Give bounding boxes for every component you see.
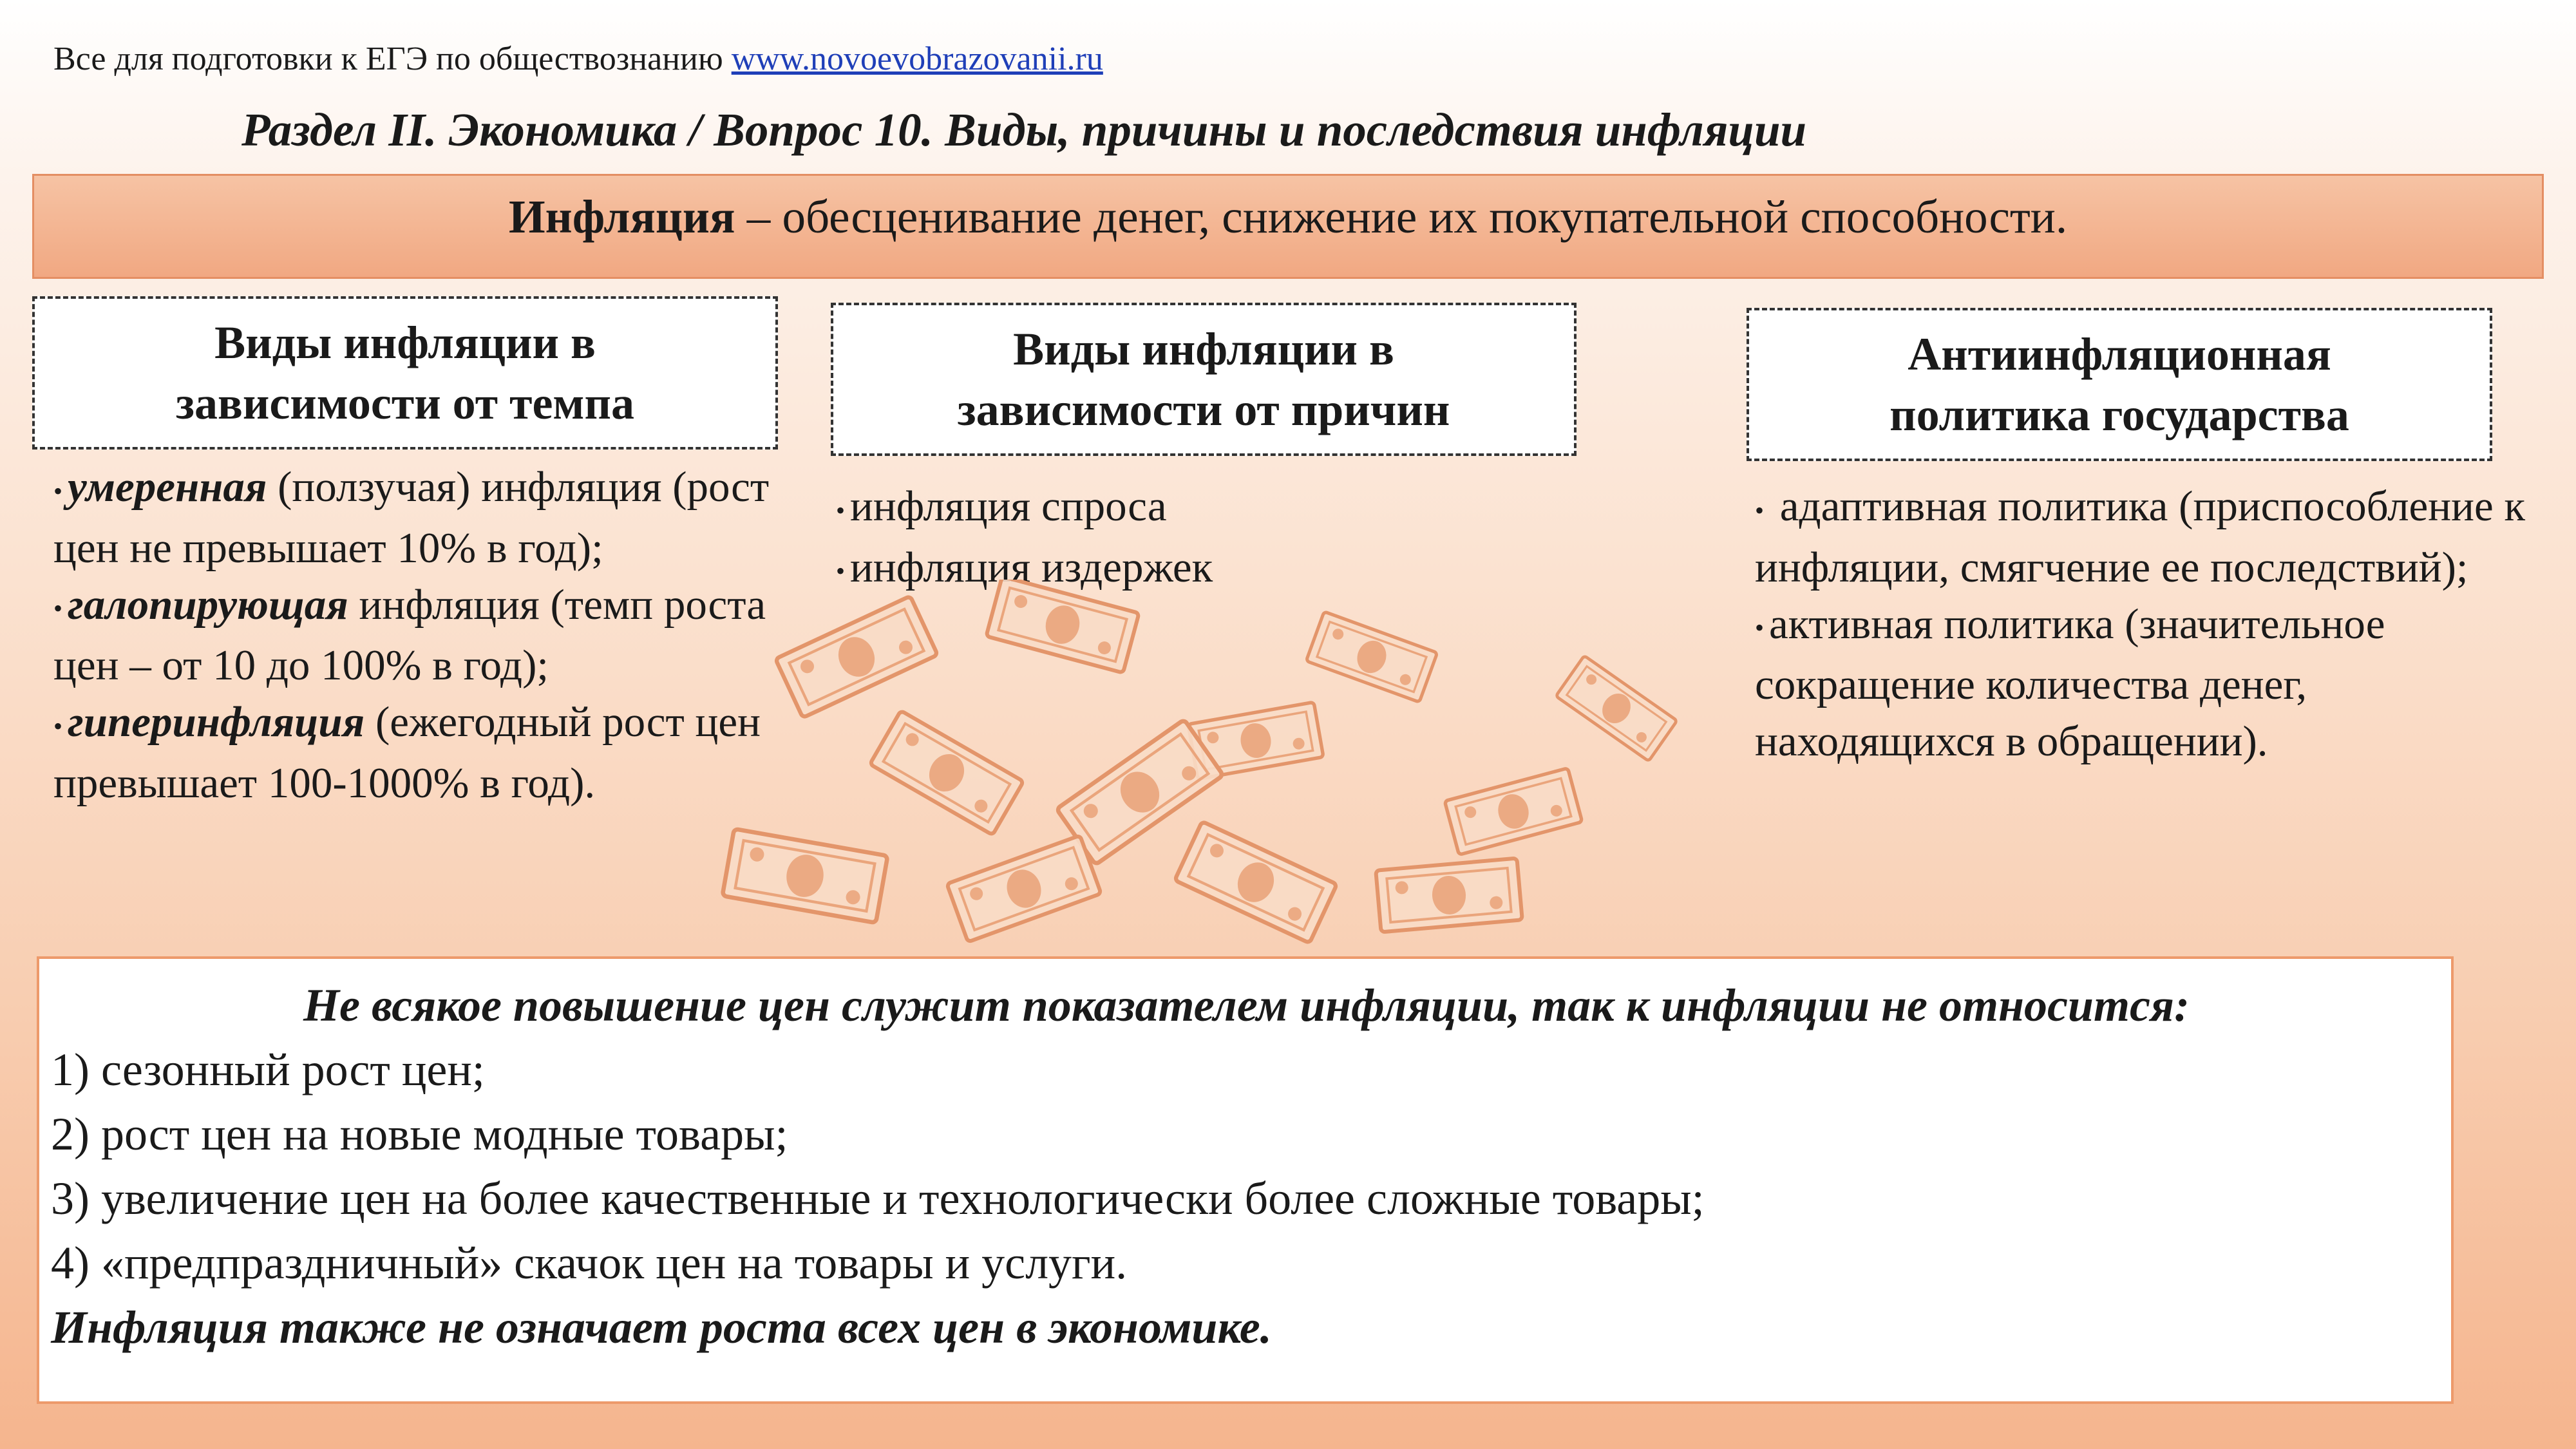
note-box — [37, 956, 2454, 1404]
pace-heading-line1: Виды инфляции в — [214, 317, 596, 368]
banknote-icon — [1306, 612, 1437, 703]
note-item: 1) сезонный рост цен; — [51, 1044, 485, 1095]
causes-heading-line2: зависимости от причин — [957, 384, 1450, 435]
note-heading: Не всякое повышение цен служит показателем инфляции, так к инфляции не относится: — [303, 980, 2190, 1031]
item-term: галопирующая — [68, 580, 348, 629]
item-text: активная политика (значительное сокращение количества денег, находящихся в обращении). — [1755, 600, 2385, 766]
bullet-icon: • — [53, 711, 63, 741]
banknote-icon — [723, 829, 888, 923]
note-item: 2) рост цен на новые модные товары; — [51, 1108, 788, 1160]
site-link[interactable]: www.novoevobrazovanii.ru — [731, 41, 1103, 77]
item-term: умеренная — [68, 463, 267, 511]
causes-heading-line1: Виды инфляции в — [1013, 323, 1394, 375]
item-text: (ежегодный рост цен превышает 100-1000% в год). — [53, 698, 761, 807]
definition-banner — [32, 174, 2544, 279]
banknote-icon — [947, 835, 1101, 942]
bullet-icon: • — [836, 556, 846, 586]
item-term: гиперинфляция — [68, 698, 365, 746]
heading-box-pace — [32, 296, 778, 450]
list-item — [53, 459, 800, 576]
bullet-icon: • — [1755, 495, 1765, 525]
heading-box-causes — [831, 303, 1577, 456]
note-item: 3) увеличение цен на более качественные и технологически более сложные товары; — [51, 1173, 1705, 1224]
policy-list — [1755, 478, 2528, 770]
flying-banknotes-illustration — [612, 580, 1771, 960]
note-footer: Инфляция также не означает роста всех цен в экономике. — [51, 1302, 1272, 1353]
definition-term: Инфляция — [508, 191, 735, 243]
item-text: инфляция издержек — [850, 543, 1213, 591]
definition-text: – обесценивание денег, снижение их покупательной способности. — [735, 191, 2068, 243]
pace-heading-line2: зависимости от темпа — [176, 377, 634, 429]
item-text: инфляция спроса — [850, 482, 1167, 530]
policy-heading-line1: Антиинфляционная — [1908, 328, 2331, 380]
note-item: 4) «предпраздничный» скачок цен на товары и услуги. — [51, 1237, 1128, 1289]
item-text: адаптивная политика (приспособление к инфляции, смягчение ее последствий); — [1755, 482, 2526, 591]
banknote-icon — [1556, 656, 1677, 761]
list-item — [1755, 478, 2528, 596]
item-text: (ползучая) инфляция (рост цен не превышает 10% в год); — [53, 463, 770, 572]
source-line — [53, 40, 1103, 78]
item-text: инфляция (темп роста цен – от 10 до 100% в год); — [53, 580, 766, 690]
banknote-icon — [870, 710, 1024, 835]
banknote-icon — [775, 596, 938, 718]
bullet-icon: • — [53, 594, 63, 623]
section-title: Раздел II. Экономика / Вопрос 10. Виды, причины и последствия инфляции — [242, 104, 1807, 156]
banknote-icon — [986, 580, 1139, 673]
banknote-icon — [1175, 822, 1337, 943]
bullet-icon: • — [53, 476, 63, 506]
list-item — [836, 478, 1609, 539]
heading-box-policy — [1747, 308, 2492, 461]
banknote-icon — [1376, 858, 1522, 933]
bullet-icon: • — [836, 495, 846, 525]
bullet-icon: • — [1755, 613, 1765, 643]
source-prefix: Все для подготовки к ЕГЭ по обществознанию — [53, 41, 732, 77]
list-item — [1755, 596, 2528, 770]
policy-heading-line2: политика государства — [1889, 389, 2349, 440]
banknote-icon — [1444, 768, 1582, 855]
